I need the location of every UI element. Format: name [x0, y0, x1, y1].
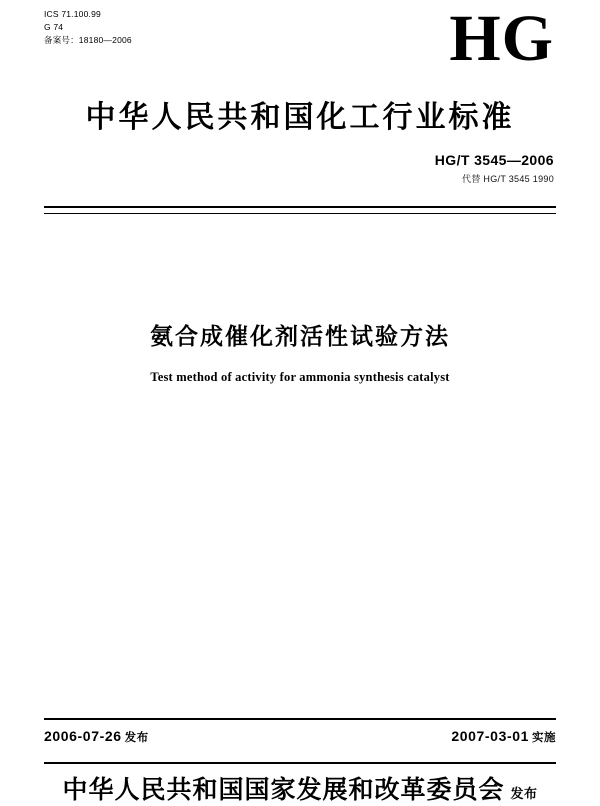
- effective-date: 2007-03-01: [451, 728, 529, 744]
- standard-number-block: [435, 152, 554, 185]
- divider-bottom: [44, 718, 556, 720]
- effective-date-group: [451, 728, 556, 745]
- divider-footer: [44, 762, 556, 764]
- dates-row: [44, 728, 556, 745]
- issue-date: 2006-07-26: [44, 728, 122, 744]
- divider-top-secondary: [44, 213, 556, 214]
- issuer-name: 中华人民共和国国家发展和改革委员会: [62, 777, 505, 804]
- document-title-chinese: 氨合成催化剂活性试验方法: [150, 324, 450, 349]
- hg-logo: HG: [449, 2, 554, 75]
- divider-top: [44, 206, 556, 208]
- issue-date-label: 发布: [124, 732, 149, 744]
- standard-meta-block: [44, 8, 132, 47]
- effective-date-label: 实施: [532, 732, 556, 744]
- meta-classification: G 74: [44, 22, 64, 32]
- standard-replaces: 代替 HG/T 3545 1990: [462, 174, 554, 184]
- standard-number: HG/T 3545—2006: [434, 152, 554, 168]
- meta-record-number: 备案号：18180—2006: [44, 35, 132, 45]
- issuer-line: [0, 770, 600, 806]
- series-title: 中华人民共和国化工行业标准: [85, 101, 515, 134]
- document-title-english: Test method of activity for ammonia synthesis catalyst: [150, 370, 450, 384]
- issuer-suffix: 发布: [510, 786, 538, 801]
- meta-ics: ICS 71.100.99: [44, 9, 101, 19]
- issue-date-group: [44, 728, 149, 745]
